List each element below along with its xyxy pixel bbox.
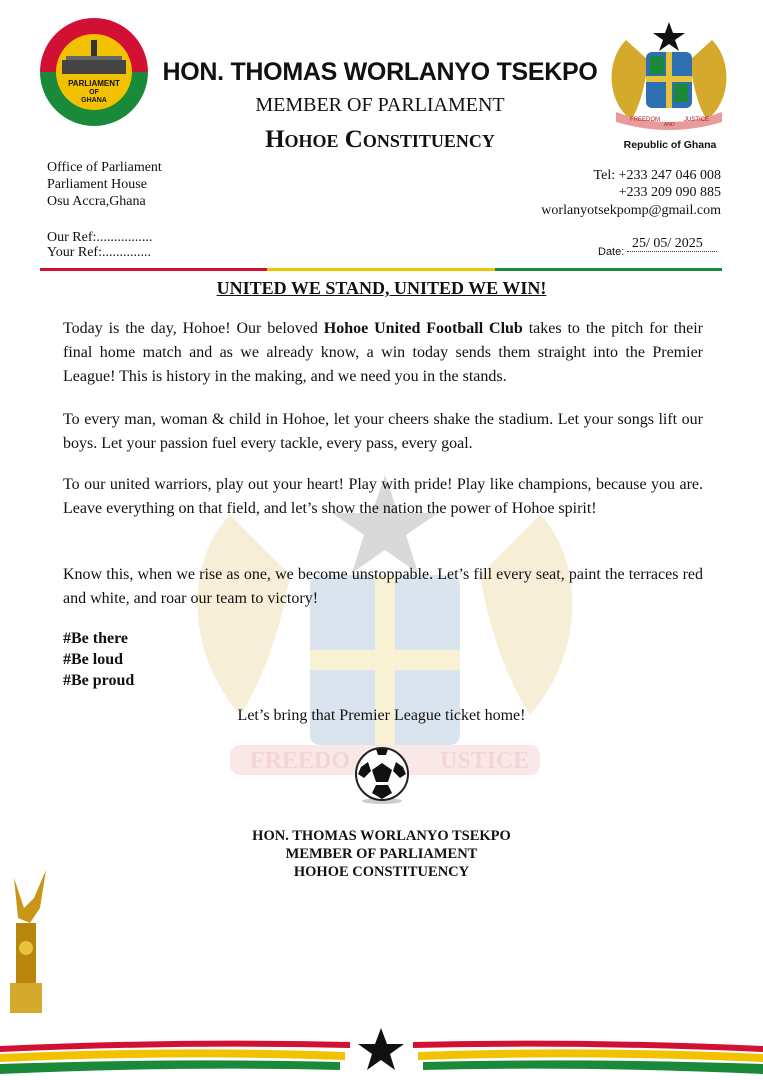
paragraph-4: Know this, when we rise as one, we become unstoppable. Let’s fill every seat, paint the terraces red and white, and roar our team to victory! xyxy=(63,566,703,607)
football-icon xyxy=(352,745,412,805)
constituency-heading: Hohoe Constituency xyxy=(265,126,495,153)
closing-line: Let’s bring that Premier League ticket home! xyxy=(237,707,526,724)
your-ref: Your Ref:.............. xyxy=(47,245,151,260)
coat-text-2: AND xyxy=(664,122,675,128)
footer-band xyxy=(0,1018,763,1080)
date-label: Date: xyxy=(598,246,625,258)
golden-eagle-statue-icon xyxy=(4,868,50,1018)
hashtag-be-loud: #Be loud xyxy=(63,651,124,668)
signature-name: HON. THOMAS WORLANYO TSEKPO xyxy=(252,828,511,844)
paragraph-1-text-a: Today is the day, Hohoe! Our beloved xyxy=(63,320,324,337)
mp-name-heading: HON. THOMAS WORLANYO TSEKPO xyxy=(162,58,598,86)
contact-tel-1: Tel: +233 247 046 008 xyxy=(593,168,721,183)
divider-green xyxy=(495,268,722,271)
watermark-text-2: USTICE xyxy=(440,748,530,774)
coat-text-3: JUSTICE xyxy=(684,117,710,123)
signature-title: MEMBER OF PARLIAMENT xyxy=(285,846,478,862)
mp-title: MEMBER OF PARLIAMENT xyxy=(255,94,505,116)
seal-text-1: PARLIAMENT xyxy=(68,79,120,88)
address-line-2: Parliament House xyxy=(47,177,147,192)
letter-heading: UNITED WE STAND, UNITED WE WIN! xyxy=(216,278,547,298)
club-name: Hohoe United Football Club xyxy=(323,320,523,337)
watermark-text-1: FREEDO xyxy=(250,748,351,774)
paragraph-2: To every man, woman & child in Hohoe, let your cheers shake the stadium. Let your songs lift our boys. Let your passion fuel every tackle, every pass, every goal. xyxy=(63,411,703,452)
divider-red xyxy=(40,268,267,271)
date-value: 25/ 05/ 2025 xyxy=(632,236,703,251)
paragraph-1 xyxy=(63,317,703,389)
contact-tel-2: +233 209 090 885 xyxy=(618,185,721,200)
ghana-coat-of-arms xyxy=(606,20,732,132)
hashtag-be-proud: #Be proud xyxy=(63,672,135,689)
seal-text-2: OF xyxy=(89,89,99,96)
address-line-1: Office of Parliament xyxy=(47,160,162,175)
seal-text-3: GHANA xyxy=(81,97,107,104)
our-ref: Our Ref:................ xyxy=(47,230,153,245)
tricolor-divider xyxy=(40,268,722,271)
paragraph-3: To our united warriors, play out your heart! Play with pride! Play like champions, because you are. Leave everything on that field, and let’s show the nation the power of Hohoe spirit! xyxy=(63,476,703,517)
address-line-3: Osu Accra,Ghana xyxy=(47,194,146,209)
parliament-seal-logo xyxy=(38,16,150,128)
signature-constituency: HOHOE CONSTITUENCY xyxy=(293,864,470,880)
coat-text-1: FREEDOM xyxy=(630,117,660,123)
contact-email: worlanyotsekpomp@gmail.com xyxy=(541,203,721,218)
divider-gold xyxy=(267,268,494,271)
hashtag-be-there: #Be there xyxy=(63,630,129,647)
paragraph-1-text-b: takes to the pitch for their final home match and as we already know, a win today sends them straight into the Premier League! This is history in the making, and we need you in the stands. xyxy=(63,320,704,385)
republic-label: Republic of Ghana xyxy=(623,139,717,151)
footer-star-icon xyxy=(358,1028,404,1070)
